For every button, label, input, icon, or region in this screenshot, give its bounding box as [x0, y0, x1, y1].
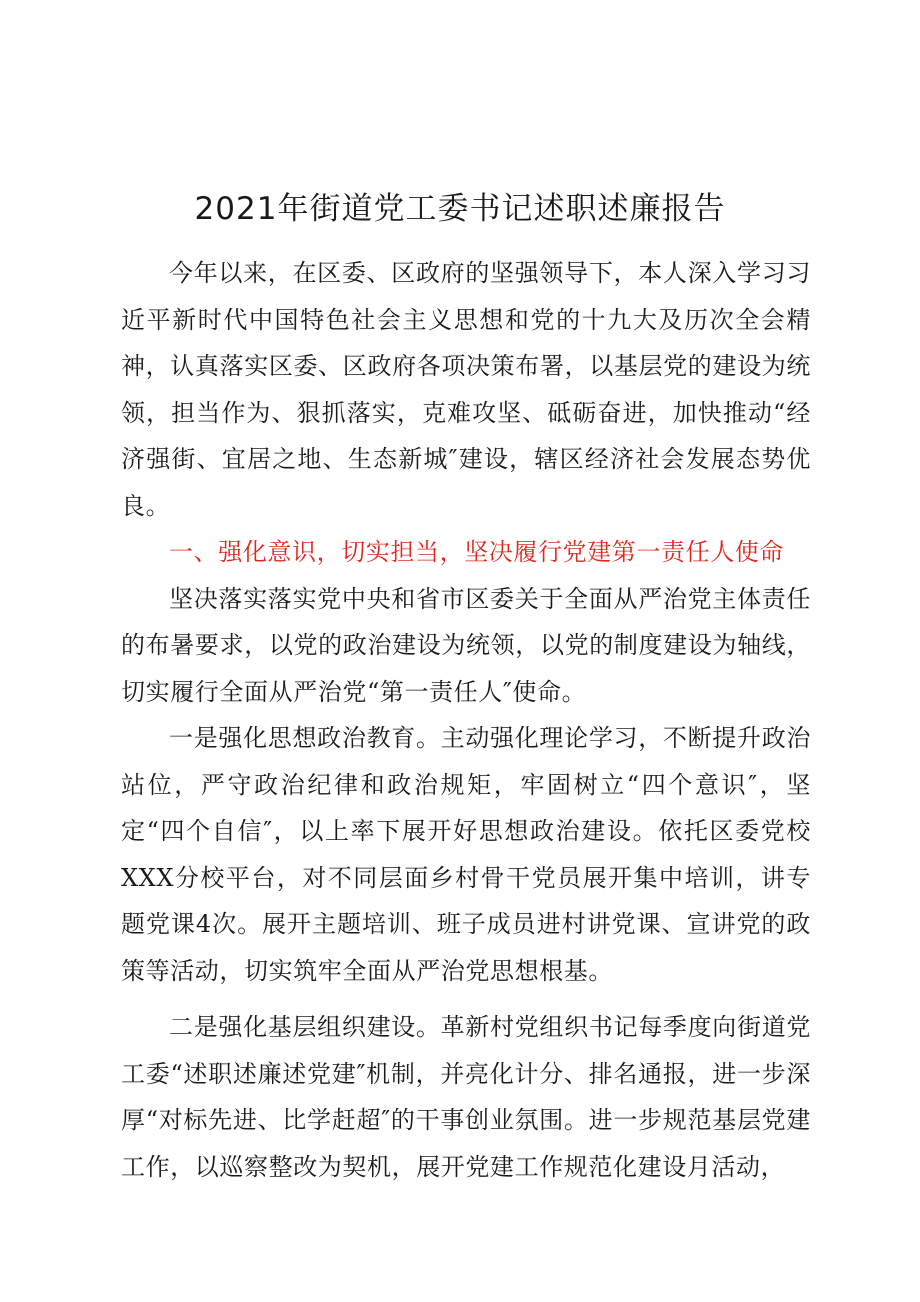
document-title: 2021年街道党工委书记述职述廉报告: [194, 191, 726, 227]
intro-paragraph: 今年以来，在区委、区政府的坚强领导下，本人深入学习习近平新时代中国特色社会主义思想和党的十九大及历次全会精神，认真落实区委、区政府各项决策布署，以基层党的建设为统领，担当作为、狠抓落实，克难攻坚、砥砺奋进，加快推动“经济强街、宜居之地、生态新城″建设，辖区经济社会发展态势优良。: [121, 259, 811, 520]
point-1-paragraph: 一是强化思想政治教育。主动强化理论学习，不断提升政治站位，严守政治纪律和政治规矩，牢固树立“四个意识″，坚定“四个自信″，以上率下展开好思想政治建设。依托区委党校XXX分校平台，对不同层面乡村骨干党员展开集中培训，讲专题党课4次。展开主题培训、班子成员进村讲党课、宣讲党的政策等活动，切实筑牢全面从严治党思想根基。: [121, 724, 811, 985]
point-2-paragraph: 二是强化基层组织建设。革新村党组织书记每季度向街道党工委“述职述廉述党建″机制，并亮化计分、排名通报，进一步深厚“对标先进、比学赶超″的干事创业氛围。进一步规范基层党建工作，以巡察整改为契机，展开党建工作规范化建设月活动，: [121, 1013, 811, 1181]
section-heading-1: 一、强化意识，切实担当，坚决履行党建第一责任人使命: [169, 538, 784, 566]
section-1-paragraph: 坚决落实落实党中央和省市区委关于全面从严治党主体责任的布暑要求，以党的政治建设为统领，以党的制度建设为轴线，切实履行全面从严治党“第一责任人″使命。: [121, 584, 811, 706]
document-body: [121, 250, 811, 1190]
